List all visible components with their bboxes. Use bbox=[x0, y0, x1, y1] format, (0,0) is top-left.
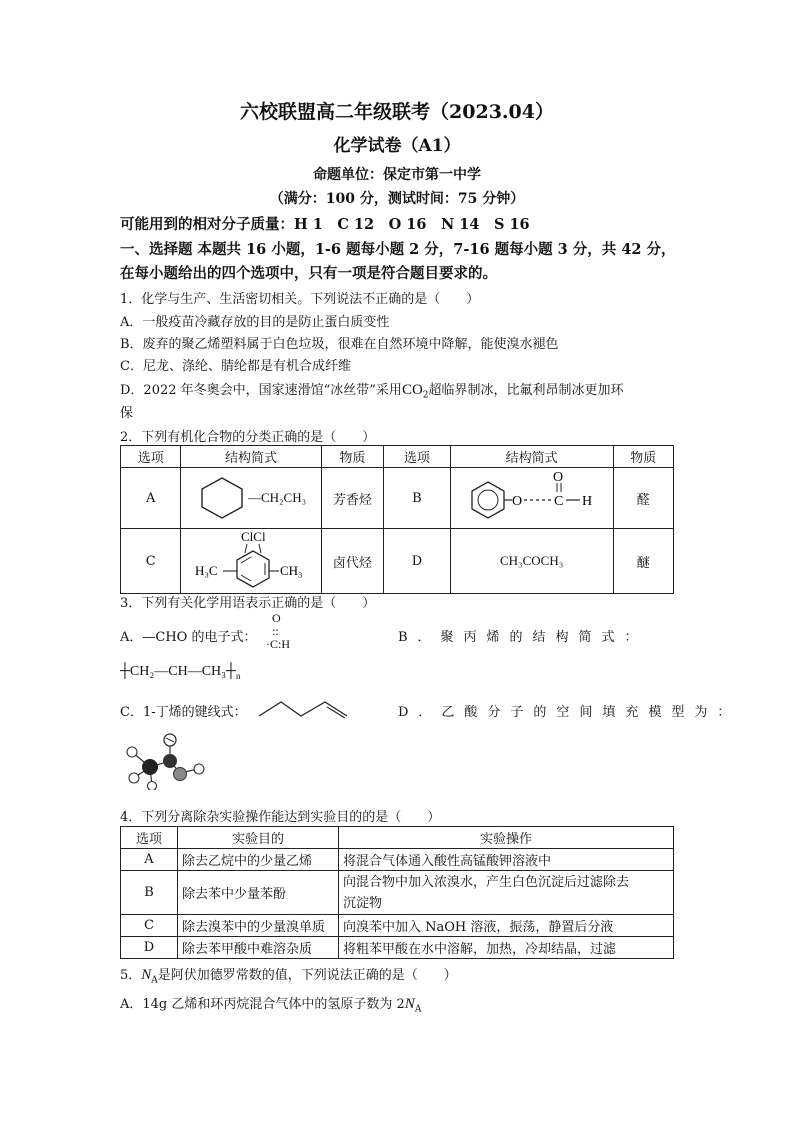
q2-header-option-2: 选项 bbox=[384, 446, 451, 468]
q2-type-a: 芳香烃 bbox=[321, 468, 383, 529]
exam-title: 六校联盟高二年级联考（2023.04） bbox=[240, 101, 554, 123]
q2-structure-d: CH₃COCH₃ bbox=[450, 529, 613, 594]
q4-header-purpose: 实验目的 bbox=[178, 827, 339, 849]
q4-row-b bbox=[121, 871, 674, 915]
exam-subtitle: 化学试卷（A1） bbox=[333, 136, 461, 156]
q1-option-d-text: D．2022 年冬奥会中，国家速滑馆“冰丝带”采用 bbox=[120, 383, 402, 398]
acetic-acid-space-filling-model bbox=[122, 728, 208, 790]
cyclohexane-ring-icon bbox=[196, 475, 248, 521]
q4-table bbox=[120, 826, 674, 959]
q2-type-b: 醛 bbox=[613, 468, 673, 529]
q4-purpose-a: 除去乙烷中的少量乙烯 bbox=[178, 849, 339, 871]
dichloroxylene-structure bbox=[187, 529, 315, 589]
q2-table bbox=[120, 445, 674, 594]
q2-type-d: 醚 bbox=[613, 529, 673, 594]
co2-formula: CO bbox=[401, 382, 423, 398]
q1-option-d bbox=[120, 379, 624, 401]
chlorine-atoms: ClCl bbox=[241, 529, 266, 544]
q2-header-row bbox=[121, 446, 674, 468]
q1-option-d-cont: 保 bbox=[120, 406, 134, 421]
co2-subscript: 2 bbox=[422, 390, 429, 401]
q4-header-operation: 实验操作 bbox=[339, 827, 674, 849]
carbonyl-oxygen: O bbox=[552, 470, 563, 485]
benzene-ring-icon bbox=[472, 482, 504, 518]
q2-stem: 2．下列有机化合物的分类正确的是（ ） bbox=[120, 430, 376, 445]
q4-operation-b-line2: 沉淀物 bbox=[343, 895, 383, 911]
q2-header-structure: 结构简式 bbox=[181, 446, 321, 468]
q2-header-structure-2: 结构简式 bbox=[450, 446, 613, 468]
q4-purpose-c: 除去溴苯中的少量溴单质 bbox=[178, 915, 339, 937]
atomic-masses: 可能用到的相对分子质量：H 1 C 12 O 16 N 14 S 16 bbox=[120, 216, 530, 233]
exam-meta: （满分：100 分，测试时间：75 分钟） bbox=[269, 191, 525, 207]
q2-option-a: A bbox=[121, 468, 181, 529]
q3-stem: 3．下列有关化学用语表示正确的是（ ） bbox=[120, 596, 376, 611]
section-heading-line1: 一、选择题 本题共 16 小题，1-6 题每小题 2 分，7-16 题每小题 3 分，共 42 分， bbox=[120, 241, 676, 258]
carbonyl-carbon: C bbox=[553, 494, 563, 509]
q4-operation-c: 向溴苯中加入 NaOH 溶液，振荡，静置后分液 bbox=[339, 915, 674, 937]
ethyl-group: —CH₂CH₃ bbox=[247, 490, 307, 505]
q3-option-d: D．乙酸分子的空间填充模型为： bbox=[398, 705, 741, 720]
q2-row-cd bbox=[121, 529, 674, 594]
q1-stem: 1．化学与生产、生活密切相关。下列说法不正确的是（ ） bbox=[120, 292, 480, 307]
q5-stem-text: 是阿伏加德罗常数的值，下列说法正确的是（ ） bbox=[157, 968, 457, 983]
q5-option-a bbox=[120, 993, 421, 1015]
q4-option-a: A bbox=[121, 849, 178, 871]
q2-header-type-2: 物质 bbox=[613, 446, 673, 468]
q4-operation-b-line1: 向混合物中加入浓溴水，产生白色沉淀后过滤除去 bbox=[343, 874, 630, 890]
q4-operation-d: 将粗苯甲酸在水中溶解，加热，冷却结晶，过滤 bbox=[339, 937, 674, 959]
q4-operation-b bbox=[339, 871, 674, 915]
q2-option-d: D bbox=[384, 529, 451, 594]
q5-option-a-subscript: A bbox=[414, 1004, 422, 1015]
section-heading-line2: 在每小题给出的四个选项中，只有一项是符合题目要求的。 bbox=[120, 265, 497, 282]
q4-row-c bbox=[121, 915, 674, 937]
q4-header-row bbox=[121, 827, 674, 849]
q5-number: 5． bbox=[120, 968, 142, 983]
cl-bond-1 bbox=[245, 544, 247, 553]
q4-option-c: C bbox=[121, 915, 178, 937]
electron-formula-c-h: ·C:H bbox=[266, 637, 290, 651]
q2-header-option: 选项 bbox=[121, 446, 181, 468]
q4-row-a bbox=[121, 849, 674, 871]
q4-purpose-d: 除去苯甲酸中难溶杂质 bbox=[178, 937, 339, 959]
q1-option-b: B．废弃的聚乙烯塑料属于白色垃圾，很难在自然环境中降解，能使溴水褪色 bbox=[120, 337, 559, 352]
q2-row-ab bbox=[121, 468, 674, 529]
left-methyl: H₃C bbox=[195, 563, 218, 578]
polymer-degree: n bbox=[235, 670, 241, 681]
q2-type-c: 卤代烃 bbox=[321, 529, 383, 594]
cho-electron-formula bbox=[266, 612, 290, 651]
polypropylene-structure: ┼CH₂—CH—CH₃┼ bbox=[120, 664, 236, 679]
q2-header-type: 物质 bbox=[321, 446, 383, 468]
q4-row-d bbox=[121, 937, 674, 959]
q4-stem: 4．下列分离除杂实验操作能达到实验目的的是（ ） bbox=[120, 810, 441, 825]
q2-option-c: C bbox=[121, 529, 181, 594]
ring-double-bond-3 bbox=[241, 575, 251, 581]
cl-bond-2 bbox=[259, 544, 261, 553]
avogadro-subscript: A bbox=[151, 975, 158, 986]
q4-header-option: 选项 bbox=[121, 827, 178, 849]
q2-structure-b bbox=[450, 468, 613, 529]
ring-double-bond-1 bbox=[241, 557, 251, 563]
electron-formula-pairs: :: bbox=[272, 624, 279, 638]
q4-option-d: D bbox=[121, 937, 178, 959]
q3-option-b: B．聚丙烯的结构简式： bbox=[398, 630, 648, 645]
ester-oxygen: O bbox=[511, 494, 522, 509]
benzene-ring-c-icon bbox=[237, 551, 269, 587]
q1-option-c: C．尼龙、涤纶、腈纶都是有机合成纤维 bbox=[120, 359, 351, 374]
q4-option-b: B bbox=[121, 871, 178, 915]
q2-option-b: B bbox=[384, 468, 451, 529]
phenyl-formate-structure bbox=[458, 468, 606, 524]
electron-formula-oxygen: O bbox=[272, 611, 281, 625]
exam-unit: 命题单位：保定市第一中学 bbox=[313, 167, 481, 183]
q5-stem bbox=[120, 964, 457, 986]
q2-structure-a bbox=[181, 468, 321, 529]
butene-skeletal-formula bbox=[255, 692, 351, 722]
aromatic-circle-icon bbox=[478, 490, 498, 510]
q4-operation-a: 将混合气体通入酸性高锰酸钾溶液中 bbox=[339, 849, 674, 871]
q2-structure-c bbox=[181, 529, 321, 594]
q5-option-a-avogadro: N bbox=[404, 996, 415, 1012]
q3-option-a: A．—CHO 的电子式： bbox=[120, 630, 257, 645]
q5-option-a-text: A．14g 乙烯和环丙烷混合气体中的氢原子数为 2 bbox=[120, 997, 405, 1012]
q4-purpose-b: 除去苯中少量苯酚 bbox=[178, 871, 339, 915]
right-methyl: CH₃ bbox=[280, 563, 303, 578]
q3-option-c: C．1-丁烯的键线式： bbox=[120, 705, 247, 720]
q1-option-d-text-2: 超临界制冰，比氟利昂制冰更加环 bbox=[428, 383, 624, 398]
formyl-hydrogen: H bbox=[581, 494, 592, 509]
polypropylene-formula bbox=[120, 664, 240, 681]
avogadro-symbol: N bbox=[141, 967, 152, 983]
q1-option-a: A．一般疫苗冷藏存放的目的是防止蛋白质变性 bbox=[120, 315, 390, 330]
